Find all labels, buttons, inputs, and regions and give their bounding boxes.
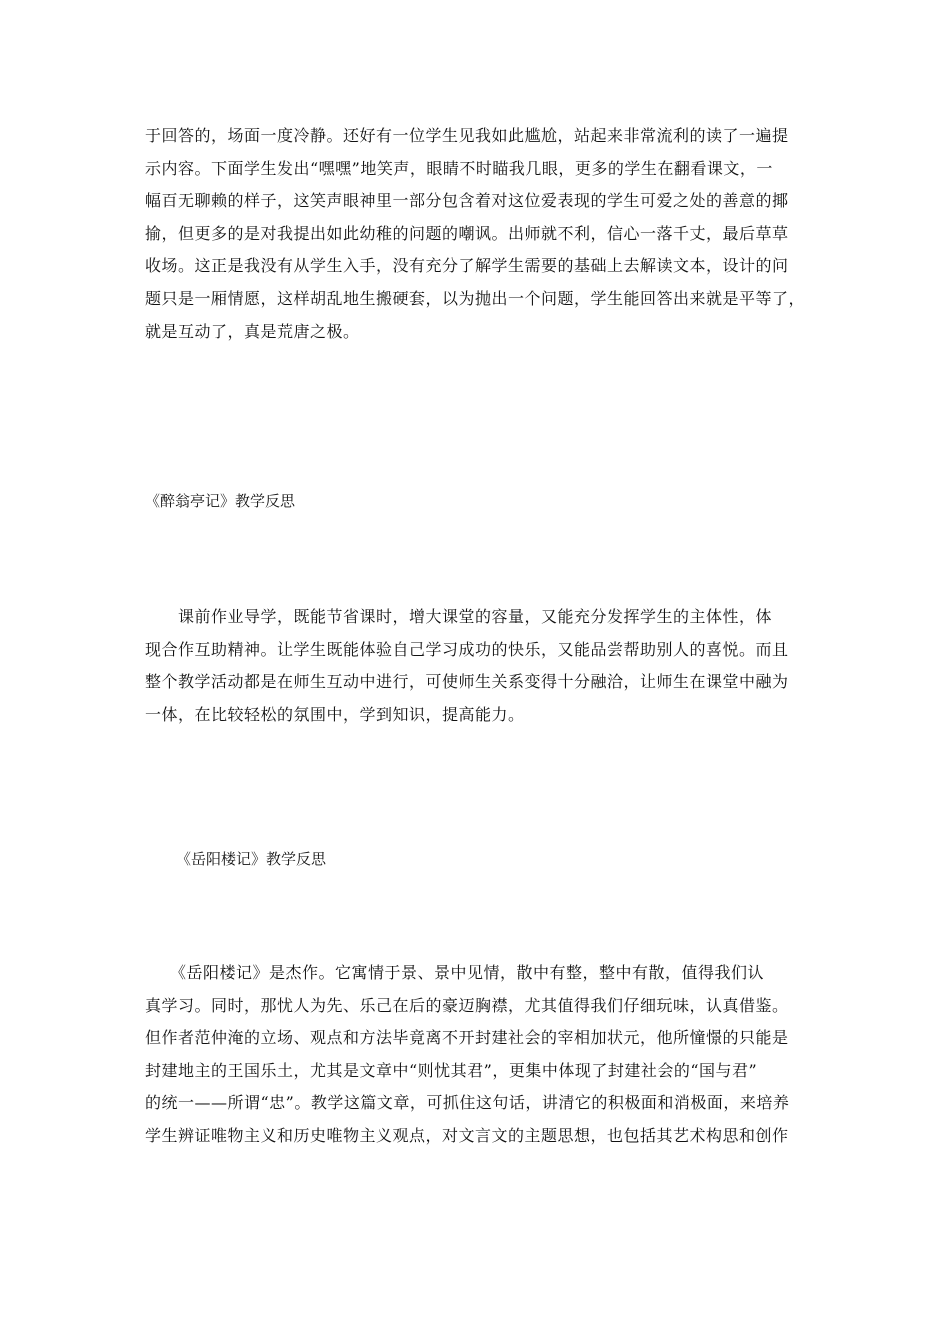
paragraph-yueyanglou-reflection [145, 957, 813, 1153]
text-line: 的统一——所谓“忠”。教学这篇文章，可抓住这句话，讲清它的积极面和消极面，来培养 [145, 1093, 790, 1113]
paragraph-classroom-anecdote [145, 120, 813, 348]
text-line: 课前作业导学，既能节省课时，增大课堂的容量，又能充分发挥学生的主体性，体 [145, 607, 773, 626]
text-line: 收场。这正是我没有从学生入手，没有充分了解学生需要的基础上去解读文本，设计的问 [145, 256, 789, 276]
text-line: 封建地主的王国乐土，尤其是文章中“则忧其君”，更集中体现了封建社会的“国与君” [145, 1060, 758, 1080]
section-heading-zuiwengting: 《醉翁亭记》教学反思 [145, 492, 296, 510]
section-heading-yueyanglou: 《岳阳楼记》教学反思 [176, 850, 327, 868]
text-line: 现合作互助精神。让学生既能体验自己学习成功的快乐，又能品尝帮助别人的喜悦。而且 [145, 639, 789, 659]
text-line: 学生辨证唯物主义和历史唯物主义观点，对文言文的主题思想，也包括其艺术构思和创作 [145, 1125, 789, 1145]
text-line: 幅百无聊赖的样子，这笑声眼神里一部分包含着对这位爱表现的学生可爱之处的善意的揶 [145, 191, 789, 211]
paragraph-zuiwengting-reflection [145, 601, 813, 731]
text-line: 示内容。下面学生发出“嘿嘿”地笑声，眼睛不时瞄我几眼，更多的学生在翻看课文，一 [145, 158, 773, 178]
text-line: 一体，在比较轻松的氛围中，学到知识，提高能力。 [145, 704, 525, 724]
text-line: 真学习。同时，那忧人为先、乐己在后的豪迈胸襟，尤其值得我们仔细玩味，认真借鉴。 [145, 995, 789, 1015]
text-line: 就是互动了，真是荒唐之极。 [145, 321, 360, 341]
text-line: 《岳阳楼记》是杰作。它寓情于景、景中见情，散中有整，整中有散，值得我们认 [145, 963, 765, 982]
text-line: 整个教学活动都是在师生互动中进行，可使师生关系变得十分融洽，让师生在课堂中融为 [145, 672, 789, 692]
text-line: 但作者范仲淹的立场、观点和方法毕竟离不开封建社会的宰相加状元，他所憧憬的只能是 [145, 1028, 789, 1048]
text-line: 于回答的，场面一度冷静。还好有一位学生见我如此尴尬，站起来非常流利的读了一遍提 [145, 126, 789, 145]
text-line: 题只是一厢情愿，这样胡乱地生搬硬套，以为抛出一个问题，学生能回答出来就是平等了， [145, 288, 806, 308]
text-line: 揄，但更多的是对我提出如此幼稚的问题的嘲讽。出师就不利，信心一落千丈，最后草草 [145, 223, 789, 243]
